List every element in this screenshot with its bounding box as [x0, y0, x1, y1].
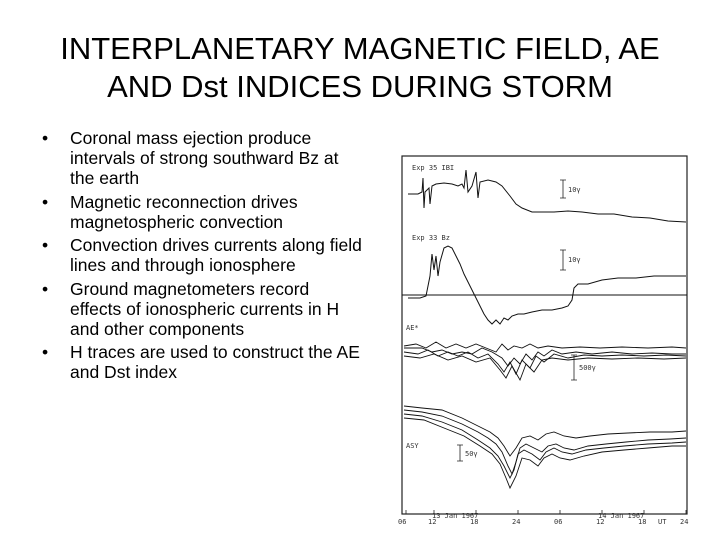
- x-tick-label: UT: [658, 518, 667, 526]
- bullet-item: [40, 128, 362, 188]
- trace-asy: [404, 410, 686, 474]
- trace-ibi: [408, 170, 686, 222]
- scale-label: 10γ: [568, 186, 581, 194]
- slide-title-line-2: AND Dst INDICES DURING STORM: [107, 69, 613, 104]
- bullet-text: H traces are used to construct the AE and Dst index: [70, 342, 360, 382]
- figure-frame: [402, 156, 687, 514]
- x-tick-label: 18: [638, 518, 647, 526]
- date-label: 14 Jan 1967: [598, 512, 645, 520]
- trace-asy: [404, 414, 686, 478]
- bullet-glyph: •: [42, 278, 49, 299]
- x-tick-label: 24: [680, 518, 689, 526]
- bullet-glyph: •: [42, 342, 49, 362]
- x-tick-label: 06: [554, 518, 563, 526]
- scale-label: 10γ: [568, 256, 581, 264]
- panel-label: AE*: [406, 324, 419, 332]
- bullet-glyph: •: [42, 235, 49, 255]
- date-label: 13 Jan 1967: [432, 512, 479, 520]
- slide-title-line-1: INTERPLANETARY MAGNETIC FIELD, AE: [60, 31, 660, 66]
- bullet-list: [40, 128, 362, 386]
- x-tick-label: 24: [512, 518, 521, 526]
- x-axis: [398, 510, 688, 526]
- bullet-glyph: •: [42, 191, 49, 212]
- trace-bz: [408, 246, 686, 324]
- scale-label: 500γ: [579, 364, 596, 372]
- scale-bar: [560, 180, 581, 198]
- bullet-text: Convection drives currents along field lines and through ionosphere: [70, 235, 362, 275]
- bullet-text: Ground magnetometers record effects of ionospheric currents in H and other components: [70, 278, 340, 339]
- x-tick-label: 06: [398, 518, 407, 526]
- bullet-item: [40, 192, 362, 232]
- x-tick-label: 18: [470, 518, 479, 526]
- bullet-text: Magnetic reconnection drives magnetospheric convection: [70, 191, 298, 232]
- panel-label: ASY: [406, 442, 419, 450]
- scale-bar: [560, 250, 581, 270]
- panel-label: Exp 33 Bz: [412, 234, 450, 242]
- bullet-item: [40, 279, 362, 339]
- bullet-item: [40, 235, 362, 275]
- panel-label: Exp 35 IBI: [412, 164, 455, 172]
- trace-ae: [404, 348, 686, 366]
- trace-ae: [404, 354, 686, 380]
- bullet-item: [40, 342, 362, 382]
- slide-title: [20, 30, 700, 106]
- bullet-glyph: •: [42, 128, 49, 148]
- storm-figure-plot: [392, 148, 698, 526]
- trace-ae: [404, 342, 686, 352]
- storm-figure: [392, 148, 698, 526]
- bullet-text: Coronal mass ejection produce intervals of strong southward Bz at the earth: [70, 128, 339, 188]
- x-tick-label: 12: [428, 518, 437, 526]
- scale-label: 50γ: [465, 450, 478, 458]
- scale-bar: [457, 445, 478, 461]
- x-tick-label: 12: [596, 518, 605, 526]
